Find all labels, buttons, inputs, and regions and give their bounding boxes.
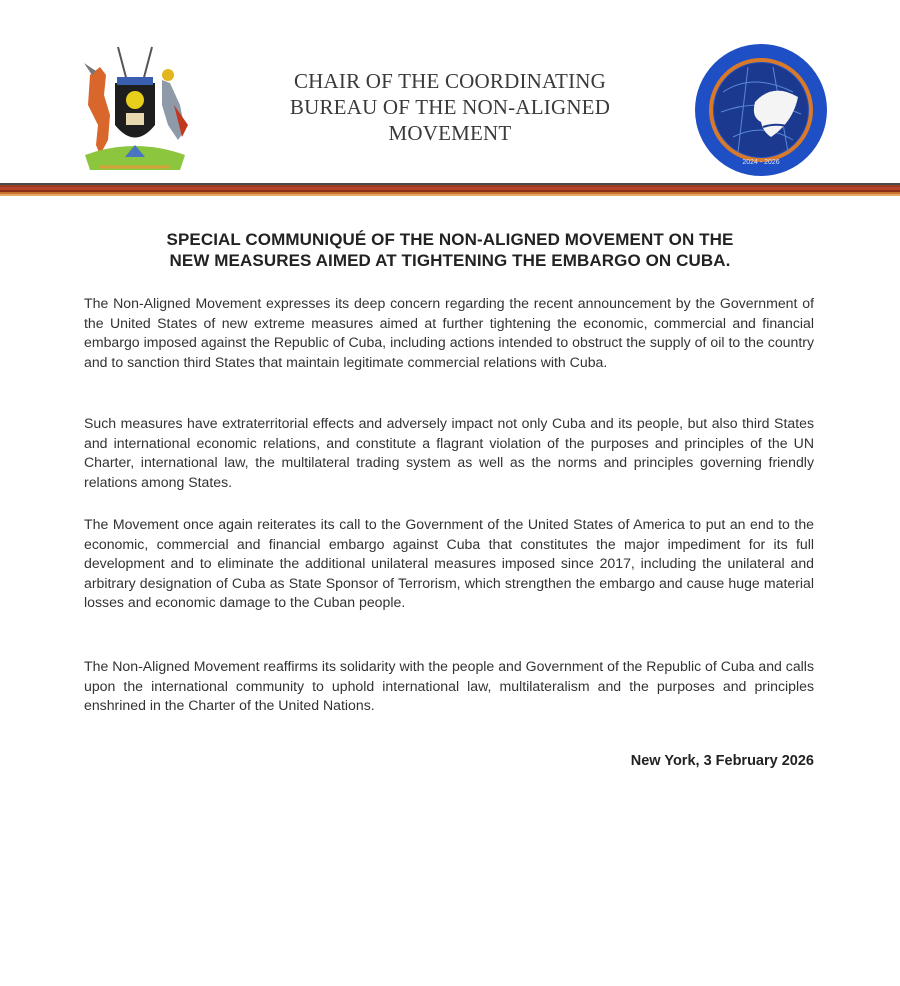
letterhead-title bbox=[240, 68, 660, 146]
letterhead-title-line: CHAIR OF THE COORDINATING bbox=[293, 69, 607, 93]
paragraph-2: Such measures have extraterritorial effects and adversely impact not only Cuba and its people, but also third States and international economic relations, and constitute a flagrant violation of the purposes and principles of the UN Charter, international law, the multilateral trading system as well as the norms and principles governing friendly relations among States. bbox=[84, 415, 814, 490]
letterhead-title-line: MOVEMENT bbox=[388, 121, 512, 145]
letterhead bbox=[0, 0, 900, 182]
paragraph-3: The Movement once again reiterates its call to the Government of the United States of America to put an end to the economic, commercial and financial embargo against Cuba that constitutes the major impediment for its full development and to eliminate the additional unilateral measures imposed since 2017, including the unilateral and arbitrary designation of Cuba as State Sponsor of Terrorism, which strengthen the embargo and cause huge material losses and economic damage to the Cuban people. bbox=[84, 516, 814, 611]
communique-title bbox=[60, 229, 840, 271]
place-and-date: New York, 3 February 2026 bbox=[630, 753, 814, 769]
paragraph-1: The Non-Aligned Movement expresses its deep concern regarding the recent announcement by the Government of the United States of new extreme measures aimed at further tightening the economic, commercial and financial embargo imposed against the Republic of Cuba, including actions intended to obstruct the supply of oil to the country and to sanction third States that maintain legitimate commercial relations with Cuba. bbox=[84, 295, 814, 370]
svg-text:2024 - 2026: 2024 - 2026 bbox=[742, 159, 780, 166]
communique-title-line: SPECIAL COMMUNIQUÉ OF THE NON-ALIGNED MOVEMENT ON THE bbox=[166, 230, 734, 249]
uganda-coat-of-arms-icon bbox=[70, 45, 200, 180]
letterhead-divider bbox=[0, 183, 900, 196]
paragraph-4: The Non-Aligned Movement reaffirms its solidarity with the people and Government of the Republic of Cuba and calls upon the international community to uphold international law, multilateralism and the purposes and principles enshrined in the Charter of the United Nations. bbox=[84, 658, 814, 714]
communique-title-line: NEW MEASURES AIMED AT TIGHTENING THE EMBARGO ON CUBA. bbox=[169, 251, 731, 270]
letterhead-title-line: BUREAU OF THE NON-ALIGNED bbox=[289, 95, 611, 119]
nam-chairmanship-logo-icon bbox=[693, 42, 829, 178]
